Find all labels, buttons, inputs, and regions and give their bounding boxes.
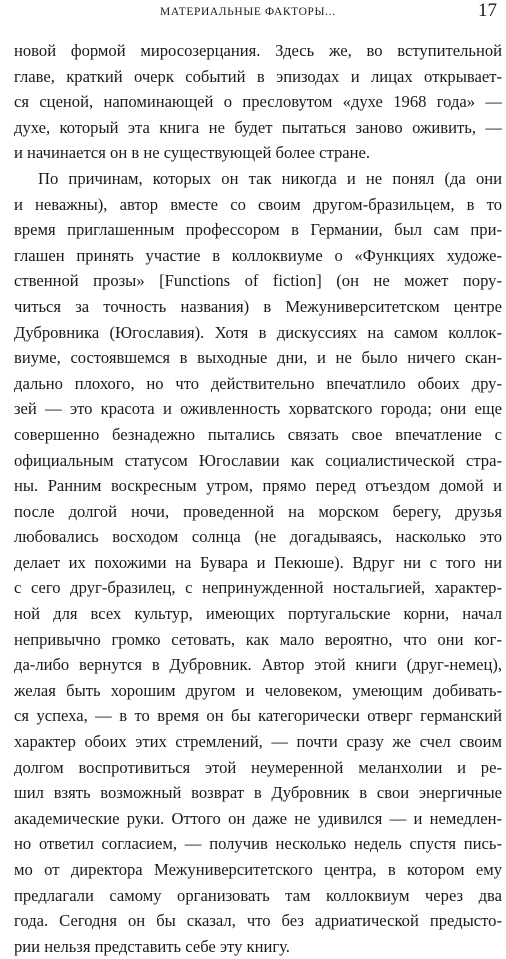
text-line: ственной прозы» [Functions of fiction] (он не может пору-	[14, 271, 502, 291]
text-line: да-либо вернутся в Дубровник. Автор этой книги (друг-немец),	[14, 655, 502, 675]
text-line: года. Сегодня он бы сказал, что без адриатической предысто-	[14, 911, 502, 931]
text-line: глашен принять участие в коллоквиуме о «Функциях художе-	[14, 245, 502, 265]
text-line: совершенно безнадежно пытались связать свое впечатление с	[14, 424, 502, 444]
text-line: зей — это красота и оживленность хорватского города; они еще	[14, 399, 502, 419]
text-line: непривычно громко сетовать, как мало вероятно, что они ког-	[14, 629, 502, 649]
text-line: ся успеха, — в то время он бы категорически отверг германский	[14, 706, 502, 726]
body-text	[14, 38, 502, 959]
text-line: но ответил согласием, — получив несколько недель спустя пись-	[14, 834, 502, 854]
paragraph-2	[14, 166, 502, 959]
text-line: ной для всех культур, имеющих португальские корни, начал	[14, 604, 502, 624]
text-line: делает их похожими на Бувара и Пекюше). Вдруг ни с того ни	[14, 552, 502, 572]
text-line: По причинам, которых он так никогда и не понял (да они	[38, 168, 502, 188]
text-line: главе, краткий очерк событий в эпизодах и лицах открывает-	[14, 66, 502, 86]
text-line: духе, который эта книга не будет пытаться заново оживить, —	[14, 117, 502, 137]
text-line: виуме, состоявшемся в выходные дни, и не было ничего скан-	[14, 348, 502, 368]
text-line: Дубровника (Югославия). Хотя в дискуссиях на самом коллок-	[14, 322, 502, 342]
text-line: ны. Ранним воскресным утром, прямо перед отъездом домой и	[14, 476, 502, 496]
text-line: официальным статусом Югославии как социалистической стра-	[14, 450, 502, 470]
text-line: шил взять возможный возврат в Дубровник в свои энергичные	[14, 783, 502, 803]
text-line: дально плохого, но что действительно впечатлило обоих дру-	[14, 373, 502, 393]
text-line: время приглашенным профессором в Германии, был сам при-	[14, 220, 502, 240]
text-line: желая быть хорошим другом и человеком, умеющим добивать-	[14, 680, 502, 700]
running-title: МАТЕРИАЛЬНЫЕ ФАКТОРЫ...	[160, 6, 336, 18]
text-line: и начинается он в не существующей более стране.	[14, 143, 371, 163]
text-line: характер обоих этих стремлений, — почти сразу же счел своим	[14, 732, 502, 752]
paragraph-1	[14, 38, 502, 166]
text-line: предлагали самому организовать там коллоквиум через два	[14, 885, 502, 905]
text-line: после долгой ночи, проведенной на морском берегу, друзья	[14, 501, 502, 521]
text-line: новой формой миросозерцания. Здесь же, во вступительной	[14, 41, 502, 60]
text-line: и неважны), автор вместе со своим другом-бразильцем, в то	[14, 194, 502, 214]
text-line: с сего друг-бразилец, с непринужденной ностальгией, характер-	[14, 578, 502, 598]
text-line: любовались восходом солнца (не догадываясь, насколько это	[14, 527, 502, 547]
text-line: академические руки. Оттого он даже не удивился — и немедлен-	[14, 808, 502, 828]
text-line: читься за точность названия) в Межуниверситетском центре	[14, 296, 502, 316]
text-line: ся сценой, напоминающей о пресловутом «духе 1968 года» —	[14, 92, 502, 112]
page-number: 17	[478, 0, 497, 21]
text-line: мо от директора Межуниверситетского центра, в котором ему	[14, 860, 502, 879]
text-line: рии нельзя представить себе эту книгу.	[14, 936, 290, 956]
text-line: долгом воспротивиться этой неумеренной меланхолии и ре-	[14, 757, 502, 777]
